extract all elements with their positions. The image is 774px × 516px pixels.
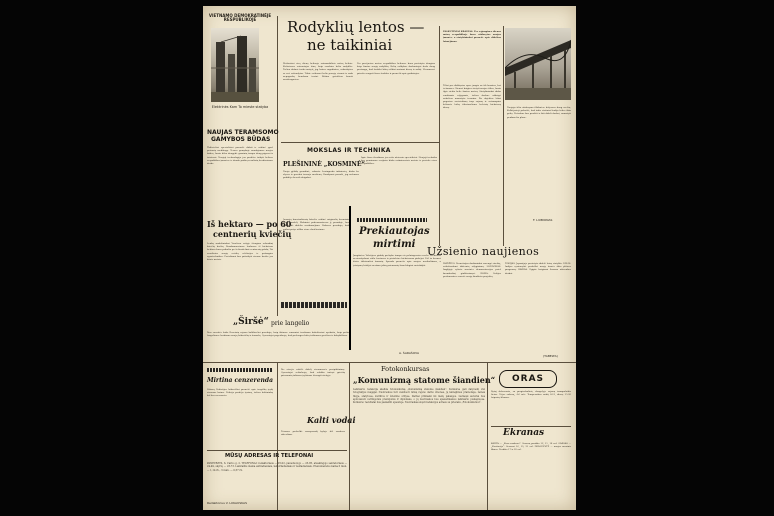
adresas-headline: MŪSŲ ADRESAS IR TELEFONAI — [225, 453, 314, 459]
naujas-headline-2: GAMYBOS BŪDAS — [211, 136, 271, 143]
article-body: Šios savaitės laida Raseinių rajono kolūkiečiai pasakojo, kaip ūkiuose sumaniai tvarkoma buhalterinė apskaita, kaip pašto langeliuose laukiama naujų laikraščių ir žurnalų. Gyventojai pageidauja, kad paslaugos būtų teikiamos greičiau ir kokybiškiau. — [207, 331, 349, 338]
article-body: PANEVĖŽYS, S. Čarno g. 2. TELEFONAI: redaktoriaus — 25-02, pavaduotojo — 23-85, atsakingojo sekretoriaus — 24-49, skyrių — 23-73. Laikraštis išeina antradieniais, ketvirtadieniais ir šeštadieniais. Prenumeratos kaina 6 mėn. — 1,14 rb., 3 mėn. — 0,57 rb. — [207, 462, 347, 472]
source-tag: (TABELTA) — [543, 354, 558, 358]
article-body: Tbilisiečiai specialistai paruošė dirbti ir sukūrė ypač patvarią medžiagą. Terasa gamyboje naudojamas naujas būdas, kurio dėka daugybė gaminių tampa daug pigesni ir tvirtesni. Naujoji technologija jau pradėta taikyti keliose respublikos įmonėse ir duoda puikių rezultatų kasdieniame darbe. — [207, 146, 273, 166]
article-body: Nauja pjūklų grandinė, sukurta Leningrado inžinierių, dirba be alyvos ir gerokai tausoja medieną. Bandymai parodė, jog našumas padidėja beveik dvigubai. — [283, 170, 359, 180]
article-body: TOKIJAS. Japonijoje pastatyta didelė laivų statykla. DELIS. Indijos vyriausybė paskelbė naują žemės ūkio plėtros programą. KAIRAS. Egipte baigiami Asuano užtvankos darbai. — [505, 262, 571, 275]
article-body: Tiltai per didžiąsias upes jungia ne tik krantus, bet ir žmones. Šiemet baigtas statyti naujas tiltas, kurio ilgis siekia kelis šimtus metrų. Statybininkai dirbo sunkiomis sąlygomis, tačiau darbus užbaigė anksčiau numatyto termino. Šis objektas labai pagerins susisiekimą tarp rajonų ir sutrumpins kelionės laiką tūkstančiams keleivių kiekvieną dieną. — [443, 84, 501, 110]
article-body: Per praėjusius metus respublikos keliuose buvo pastatyta daugiau kaip šimtas naujų rodyklių. Kelių valdybos darbuotojai deda daug pastangų, kad ženklai būtų aiškiai matomi dieną ir naktį. Visuomenė privalo saugoti šiuos ženklus ir pranešti apie gadintojus. — [357, 62, 435, 75]
article-body: KARTA — „Karo rankena“. Seansų pradžia 12, 15, 18 val. GARSAS — „Kavitacija“. Seansai 16, 19, 21 val. DRAUGYSTĖ — naujas meninis filmas. Pradžia 17 ir 20 val. — [491, 442, 571, 452]
article-body: Vakarų Vokietijos laikraščiai pranešė apie tragišką įvykį viename kaime. Policija pradėjo tyrimą, tačiau kaltininkų kol kas nesurasta. — [207, 388, 273, 398]
prekiautojas-headline-1: Prekiautojas — [359, 226, 430, 237]
power-plant-photo — [211, 28, 259, 102]
article-body: Lenkų mokslininkai Vroclavo srityje išaugino rekordinį kviečių derlių. Bandomuosiuose laukuose iš kiekvieno hektaro buvo prikulta po šešiasdešimt centnerių grūdų. Tai rezultatas naujų veislių selekcijos ir pažangios agrotechnikos. Pasiekimai bus pritaikyti visame krašte jau kitais metais. — [207, 242, 273, 262]
article-body: Jungtinėse Valstijose ginklų prekyba tampa vis pelningesniu verslu. Prekeiviai nesivaržydami siūlo šautuvus ir pistoletus kiekvienam pirkėjui. Dėl to kasmet žūsta tūkstančiai žmonių. Spauda praneša apie naujus nusikaltimus, o įstatymų leidėjai nesiima jokių priemonių šiam blogiui sustabdyti. — [353, 254, 441, 267]
article-body: PASKUTINIAI KRAŠTAS. Per sąjungines dienas mūsų respublikoje buvo atidarytos naujos įmonės, o statybininkai pranešė apie didelius laimėjimus. — [443, 30, 501, 43]
section-divider — [491, 426, 571, 427]
mirtina-headline: Mirtina cenzerenda — [207, 377, 273, 384]
article-body: Jaunųjų konstruktorių būrelis sukūrė originalią kosminio laivo modelį. Mokiniai pademonstravo jį parodoje, kur susilaukė didelio susidomėjimo. Vadovas pasakojo, kad vaikai patys atliko visus skaičiavimus. — [283, 218, 349, 231]
section-divider — [349, 206, 351, 350]
article-body: Rytoj debesuota, su pragiedruliais, daugelyje rajonų trumpalaikis lietus. Vėjas vakarų, 4-6 m/s. Temperatūra naktį 8-13, dieną 15-20 laipsnių šilumos. — [491, 390, 571, 400]
rodykliu-headline-2: ne taikiniai — [307, 36, 393, 54]
section-divider — [203, 362, 576, 363]
article-body: Naujojo tilto atidarymo iškilmėse dalyvavo daug svečių. Kalbėjusieji pabrėžė, kad tokie statiniai liudija šalies ūkio galią. Netrukus bus pradėti ir kiti dideli darbai, numatyti penkmečio plane. — [507, 106, 571, 119]
editor-credit: Redaktorius V. LUKAUSKAS — [207, 501, 248, 505]
sirse-heading-block — [281, 302, 347, 308]
article-body: Mašinistai visą dieną keliauja automobiliais mūsų keliais. Kiekvienas vairuotojas žino, kaip svarbios kelio rodyklės. Tačiau dažnai tenka matyti, jog lentos sugadintos, subraižytos ar net sušaudytos. Tokie veiksmai kelia pavojų eismui ir rodo nepagarbą bendram turtui. Būtina griežčiau bausti nusižengusius. — [283, 62, 353, 82]
hektaro-headline-2: centnerių kviečių — [213, 229, 292, 239]
komunizma-headline: „Komunizmą statome šiandien“ — [353, 375, 496, 385]
oras-label: ORAS — [511, 373, 545, 384]
column-divider — [503, 26, 504, 246]
rodykliu-headline-1: Rodyklių lentos — — [287, 18, 425, 36]
vietnamo-caption: Elektrinės Kam To mieste statyba — [211, 105, 269, 109]
kalti-vodai-headline — [307, 416, 356, 424]
mokslas-section-header: MOKSLAS IR TECHNIKA — [307, 147, 391, 154]
sirse-headline-1: „Širšė“ — [233, 317, 269, 327]
bridge-illustration — [505, 28, 571, 100]
hektaro-headline-1: Iš hektaro — po 60 — [207, 219, 292, 229]
sirse-headline-2: prie langelio — [271, 320, 310, 327]
oras-badge — [499, 370, 557, 388]
photo-credit: F. LIUBIONAS — [533, 218, 553, 222]
vietnamo-kicker: VIETNAMO DEMOKRATINĖJE RESPUBLIKOJE — [208, 13, 272, 23]
article-body: Šis atvejis sukėlė didelį visuomenės pasipiktinimą. Gyventojai reikalauja, kad valdžia imtųsi griežtų priemonių tokiems įvykiams išvengti ateityje. — [281, 368, 345, 378]
article-body: Laikraščio redakcija skelbia fotokonkursą „Komunizmą statome šiandien“. Konkurse gali dalyvauti visi fotografijos mėgėjai. Nuotraukos turi vaizduoti mūsų rajono darbo žmones, jų laimėjimus pramonėje, žemės ūkyje, statybose, kultūros ir švietimo srityse. Darbai priimami iki metų pabaigos. Geriausi autoriai bus apdovanoti vertingomis premijomis ir diplomais, o jų nuotraukos bus spausdinamos laikraščio puslapiuose. Konkurso rezultatai bus paskelbti spaudoje. Nuotraukas siųsti redakcijos adresu su prierašu „Fotokonkursui“. — [353, 388, 485, 405]
article-signature: A. ŠARAŠOVA — [399, 351, 420, 355]
fotokonkursas-kicker: Fotokonkursas — [381, 365, 430, 373]
section-divider — [207, 450, 347, 451]
plesinine-headline: PLEŠININĖ „KOSMINĖ“ — [283, 161, 365, 168]
prekiautojas-headline-2: mirtimi — [373, 239, 416, 250]
newspaper-page — [203, 6, 576, 510]
section-divider — [281, 142, 439, 143]
ekranas-headline: Ekranas — [503, 428, 545, 438]
column-divider — [277, 16, 278, 316]
bridge-photo — [505, 28, 571, 100]
power-plant-illustration — [211, 28, 259, 102]
article-body: Teismas paskelbė nuosprendį byloje dėl vandens užteršimo. — [281, 430, 345, 437]
column-divider — [439, 26, 440, 246]
section-tag-bar — [207, 368, 273, 372]
kalti-word: Kalti — [307, 415, 329, 425]
article-body: PARYŽIUS. Prancūzijos darbininkai surengė streiką, reikalaudami didesnių atlyginimų. LONDONAS. Anglijoje vyksta masinės demonstracijos prieš branduolinį ginklavimąsi. ROMA. Italijos parlamentas svarstė naują biudžeto projektą. — [443, 262, 501, 278]
uzsienio-naujienos-header: Užsienio naujienos — [427, 245, 540, 258]
column-divider — [349, 362, 350, 510]
naujas-headline-1: NAUJAS TERAMSOMO — [207, 129, 279, 136]
section-tag-bar — [357, 218, 427, 222]
vodai-word: vodai — [331, 415, 356, 425]
article-body: Apie šiuos išradimus jau rašo užsienio specialistai. Naujoji technika bus gaminama serijiniu būdu artimiausiais metais ir pasieks visas respublikas. — [361, 156, 437, 166]
